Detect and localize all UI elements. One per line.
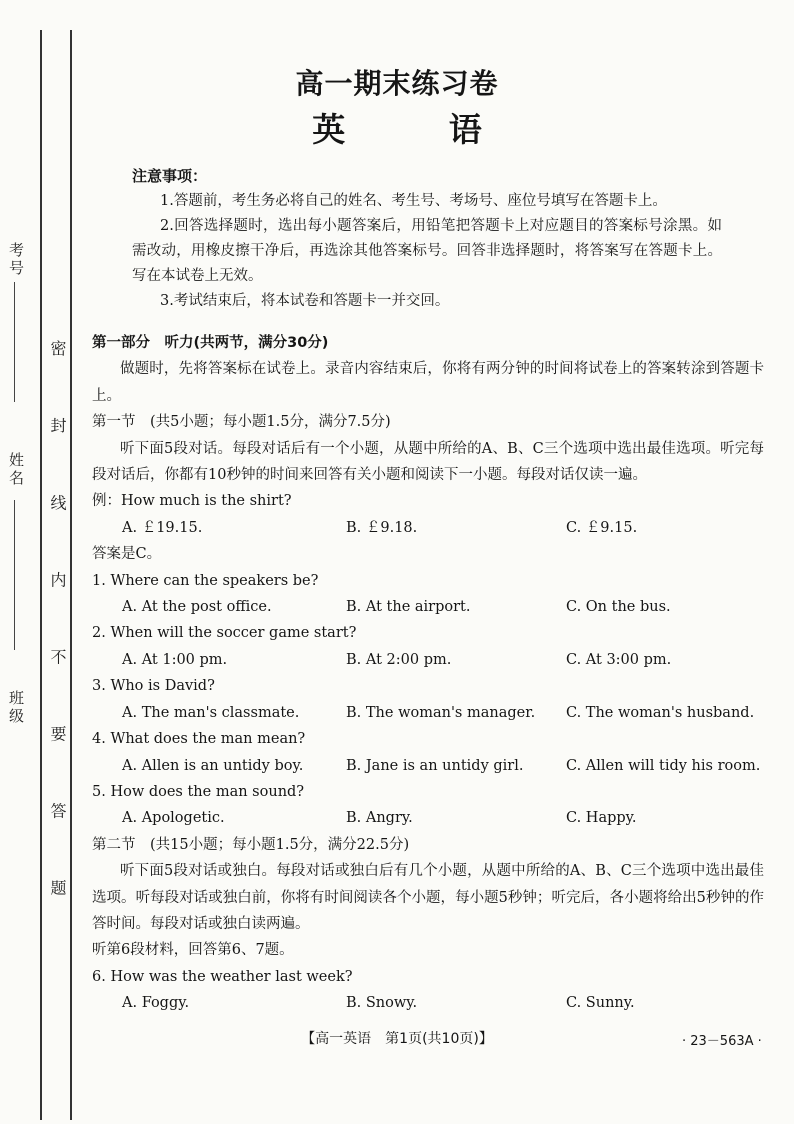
option-c: C. The woman's husband. <box>566 704 755 721</box>
option-c: C. Allen will tidy his room. <box>566 757 761 774</box>
exam-title: 高一期末练习卷 <box>295 67 499 100</box>
margin-line-inner <box>70 30 72 1120</box>
notice-item: 1.答题前，考生务必将自己的姓名、考生号、考场号、座位号填写在答题卡上。 <box>160 193 667 209</box>
material-6-note: 听第6段材料，回答第6、7题。 <box>92 942 294 959</box>
part1-title: 第一部分 听力(共两节，满分30分) <box>92 335 329 351</box>
option-b: B. Angry. <box>346 810 413 827</box>
question-1-options <box>92 594 764 620</box>
example-answer: 答案是C。 <box>92 546 162 563</box>
option-a: A. At 1:00 pm. <box>122 651 228 668</box>
option-a: A. Allen is an untidy boy. <box>122 757 304 774</box>
section2-instruction: 听下面5段对话或独白。每段对话或独白后有几个小题，从题中所给的A、B、C三个选项中选出最佳选项。听每段对话或独白前，你将有时间阅读各个小题，每小题5秒钟；听完后，各小题将给出5秒钟的作答时间。每段对话或独白读两遍。 <box>92 863 764 932</box>
section1-title: 第一节 (共5小题；每小题1.5分，满分7.5分) <box>92 414 391 431</box>
class-label: 班级 <box>7 690 25 726</box>
option-c: C. Happy. <box>566 810 637 827</box>
option-c: C. Sunny. <box>566 995 635 1012</box>
section1-instruction: 听下面5段对话。每段对话后有一个小题，从题中所给的A、B、C三个选项中选出最佳选项。听完每段对话后，你都有10秒钟的时间来回答有关小题和阅读下一小题。每段对话仅读一遍。 <box>92 440 764 484</box>
option-b: B. The woman's manager. <box>346 704 536 721</box>
question-5: 5. How does the man sound? <box>92 783 305 800</box>
question-5-options <box>92 805 764 831</box>
question-2-options <box>92 647 764 673</box>
option-b: B. Jane is an untidy girl. <box>346 757 524 774</box>
name-label: 姓名 <box>7 452 25 488</box>
option-c: C. ￡9.15. <box>566 519 638 536</box>
notice-heading: 注意事项： <box>132 167 208 185</box>
option-a: A. Apologetic. <box>122 810 225 827</box>
option-a: A. At the post office. <box>122 599 272 616</box>
example-question: 例：How much is the shirt? <box>92 493 292 510</box>
notice-block <box>132 164 722 314</box>
option-b: B. ￡9.18. <box>346 519 418 536</box>
question-3: 3. Who is David? <box>92 678 215 695</box>
question-4: 4. What does the man mean? <box>92 731 306 748</box>
option-a: A. Foggy. <box>122 995 190 1012</box>
name-line <box>14 500 15 650</box>
section2-title: 第二节 (共15小题；每小题1.5分，满分22.5分) <box>92 836 410 853</box>
margin-line-outer <box>40 30 42 1120</box>
question-2: 2. When will the soccer game start? <box>92 625 357 642</box>
exam-number-line <box>14 282 15 402</box>
seal-notice: 密 封 线 内 不 要 答 题 <box>48 340 67 924</box>
question-4-options <box>92 753 764 779</box>
question-3-options <box>92 700 764 726</box>
paper-code: · 23－563A · <box>682 1034 762 1049</box>
option-b: B. At the airport. <box>346 599 471 616</box>
option-c: C. At 3:00 pm. <box>566 651 672 668</box>
option-b: B. At 2:00 pm. <box>346 651 452 668</box>
exam-number-label: 考号 <box>7 242 25 278</box>
option-c: C. On the bus. <box>566 599 671 616</box>
question-1: 1. Where can the speakers be? <box>92 572 319 589</box>
exam-content <box>92 330 764 1017</box>
notice-item: 2.回答选择题时，选出每小题答案后，用铅笔把答题卡上对应题目的答案标号涂黑。如需改动，用橡皮擦干净后，再选涂其他答案标号。回答非选择题时，将答案写在答题卡上。写在本试卷上无效。 <box>132 218 722 284</box>
binding-margin <box>0 0 80 1124</box>
subject-title: 英 语 <box>312 110 528 149</box>
example-options <box>92 515 764 541</box>
question-6: 6. How was the weather last week? <box>92 968 353 985</box>
option-a: A. The man's classmate. <box>122 704 300 721</box>
part1-instruction: 做题时，先将答案标在试卷上。录音内容结束后，你将有两分钟的时间将试卷上的答案转涂到答题卡上。 <box>92 361 764 404</box>
option-a: A. ￡19.15. <box>122 519 203 536</box>
question-6-options <box>92 990 764 1016</box>
option-b: B. Snowy. <box>346 995 418 1012</box>
page-footer: 【高一英语 第1页(共10页)】 <box>301 1031 493 1047</box>
notice-item: 3.考试结束后，将本试卷和答题卡一并交回。 <box>160 293 450 309</box>
